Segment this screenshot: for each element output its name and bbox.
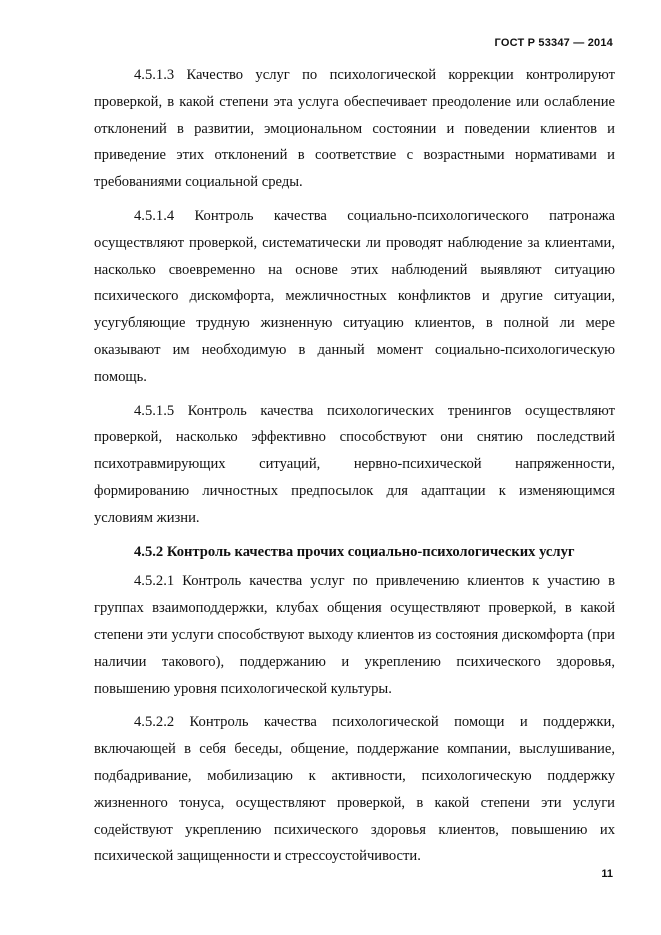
paragraph-4-5-2-1: 4.5.2.1 Контроль качества услуг по привлечению клиентов к участию в группах взаимоподдержки, клубах общения осуществляют проверкой, в какой степени эти услуги способствуют выходу клиентов из состояния дискомфорта (при наличии такового), поддержанию и укреплению психического здоровья, повышению уровня психологической культуры. [94, 573, 615, 697]
paragraph-4-5-1-3: 4.5.1.3 Качество услуг по психологической коррекции контролируют проверкой, в какой степени эта услуга обеспечивает преодоление или ослабление отклонений в развитии, эмоциональном состоянии и поведении клиентов и приведение этих отклонений в соответствие с возрастными нормативами и требованиями социальной среды. [94, 67, 615, 191]
paragraph-4-5-1-4: 4.5.1.4 Контроль качества социально-психологического патронажа осуществляют проверкой, систематически ли проводят наблюдение за клиентами, насколько своевременно на основе этих наблюдений выявляют ситуацию психического дискомфорта, межличностных конфликтов и другие ситуации, усугубляющие трудную жизненную ситуацию клиентов, в полной ли мере оказывают им необходимую в данный момент социально-психологическую помощь. [94, 207, 615, 385]
page-number: 11 [601, 868, 613, 880]
paragraph-4-5-2-2: 4.5.2.2 Контроль качества психологической помощи и поддержки, включающей в себя беседы, общение, поддержание компании, выслушивание, подбадривание, мобилизацию к активности, психологическую поддержку жизненного тонуса, осуществляют проверкой, в какой степени эти услуги содействуют укреплению психического здоровья клиентов, повышению их психической защищенности и стрессоустойчивости. [94, 714, 615, 865]
section-heading-4-5-2: 4.5.2 Контроль качества прочих социально-психологических услуг [134, 543, 575, 560]
document-body [94, 62, 615, 877]
document-header: ГОСТ Р 53347 — 2014 [494, 37, 613, 49]
paragraph-4-5-1-5: 4.5.1.5 Контроль качества психологических тренингов осуществляют проверкой, насколько эффективно способствуют они снятию последствий психотравмирующих ситуаций, нервно-психической напряженности, формированию личностных предпосылок для адаптации к изменяющимся условиям жизни. [94, 402, 615, 526]
